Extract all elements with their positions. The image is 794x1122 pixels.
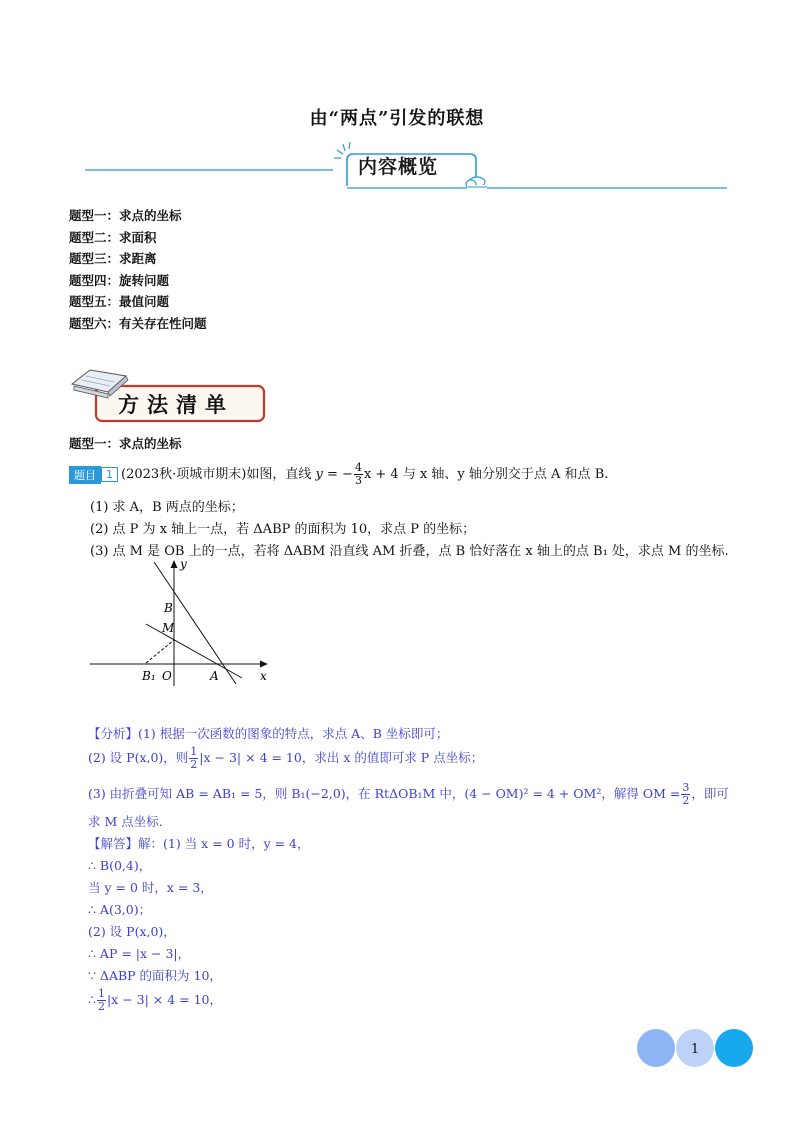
label-x: x: [260, 669, 267, 683]
analysis-fraction: $\frac{3}{2}$: [682, 781, 690, 807]
problem-source: (2023秋·项城市期末)如图，直线: [121, 467, 312, 482]
solution-fraction: $\frac{1}{2}$: [97, 987, 105, 1013]
label-y: y: [180, 557, 187, 571]
problem-statement: [69, 462, 608, 487]
analysis-line-1: 【分析】(1) 根据一次函数的图象的特点，求点 A、B 坐标即可；: [88, 726, 449, 741]
problem-rest: x + 4 与 x 轴、y 轴分别交于点 A 和点 B.: [363, 467, 609, 482]
solution-line-8: ∴ $\frac{1}{2}$ |x − 3| × 4 = 10，: [88, 987, 222, 1013]
type-item: 题型四：旋转问题: [69, 272, 170, 288]
overview-label: 内容概览: [358, 156, 439, 178]
frac-den: 3: [354, 474, 362, 487]
dashed-B1M: [146, 640, 174, 663]
analysis-label: 【分析】: [88, 726, 139, 741]
method-label: 方法清单: [118, 393, 234, 417]
coordinate-graph: [86, 556, 276, 690]
type-item: 题型一：求点的坐标: [69, 208, 182, 223]
page-title: 由“两点”引发的联想: [309, 108, 485, 129]
solution-line-6: ∴ AP = |x − 3|，: [88, 946, 191, 961]
solution-line-2: ∴ B(0,4)，: [88, 858, 152, 873]
eq-y: y: [315, 467, 323, 482]
frac-num: 4: [354, 461, 362, 474]
question-3: (3) 点 M 是 OB 上的一点，若将 ΔABM 沿直线 AM 折叠，点 B 恰好落在 x 轴上的点 B₁ 处，求点 M 的坐标.: [90, 544, 729, 559]
question-1: (1) 求 A，B 两点的坐标；: [90, 500, 244, 515]
problem-tag: 题目: [69, 466, 101, 484]
x-axis-arrow: [260, 661, 268, 668]
solution-line-5: (2) 设 P(x,0)，: [88, 924, 176, 939]
label-B: B: [164, 601, 173, 615]
type-item: 题型二：求面积: [69, 229, 157, 245]
solution-label: 【解答】: [88, 836, 139, 851]
label-B1: B₁: [142, 669, 156, 683]
line-AM: [146, 624, 242, 678]
y-axis-arrow: [171, 560, 178, 568]
label-A: A: [210, 669, 219, 683]
analysis-line-4: 求 M 点坐标.: [88, 814, 163, 829]
analysis-line-3: (3) 由折叠可知 AB = AB₁ = 5，则 B₁(−2,0)，在 RtΔOB₁M 中，(4 − OM)² = 4 + OM²，解得 OM = $\frac{3}{2}$ ，即可: [88, 781, 729, 807]
label-O: O: [162, 669, 172, 683]
problem-number: 1: [101, 467, 118, 482]
solution-line-7: ∵ ΔABP 的面积为 10，: [88, 968, 222, 983]
solution-line-4: ∴ A(3,0)；: [88, 902, 152, 917]
label-M: M: [162, 621, 175, 635]
analysis-line-2: (2) 设 P(x,0)，则 $\frac{1}{2}$ |x − 3| × 4 = 10，求出 x 的值即可求 P 点坐标；: [88, 745, 484, 771]
type-item: 题型五：最值问题: [69, 294, 170, 309]
slope-fraction: [354, 462, 363, 487]
analysis-fraction: $\frac{1}{2}$: [190, 745, 198, 771]
page-number: 1: [690, 1042, 700, 1057]
page-number-badge: [636, 1028, 754, 1068]
cloud-icon: [466, 177, 487, 189]
type-item: 题型三：求距离: [69, 251, 157, 266]
section-heading: 题型一：求点的坐标: [69, 436, 182, 451]
eq-equals: = −: [322, 467, 353, 482]
solution-line-1: 【解答】解：(1) 当 x = 0 时，y = 4，: [88, 836, 310, 851]
solution-line-3: 当 y = 0 时，x = 3，: [88, 880, 213, 895]
type-item: 题型六：有关存在性问题: [69, 315, 207, 331]
question-2: (2) 点 P 为 x 轴上一点，若 ΔABP 的面积为 10，求点 P 的坐标；: [90, 522, 476, 537]
question-type-list: [69, 205, 207, 334]
